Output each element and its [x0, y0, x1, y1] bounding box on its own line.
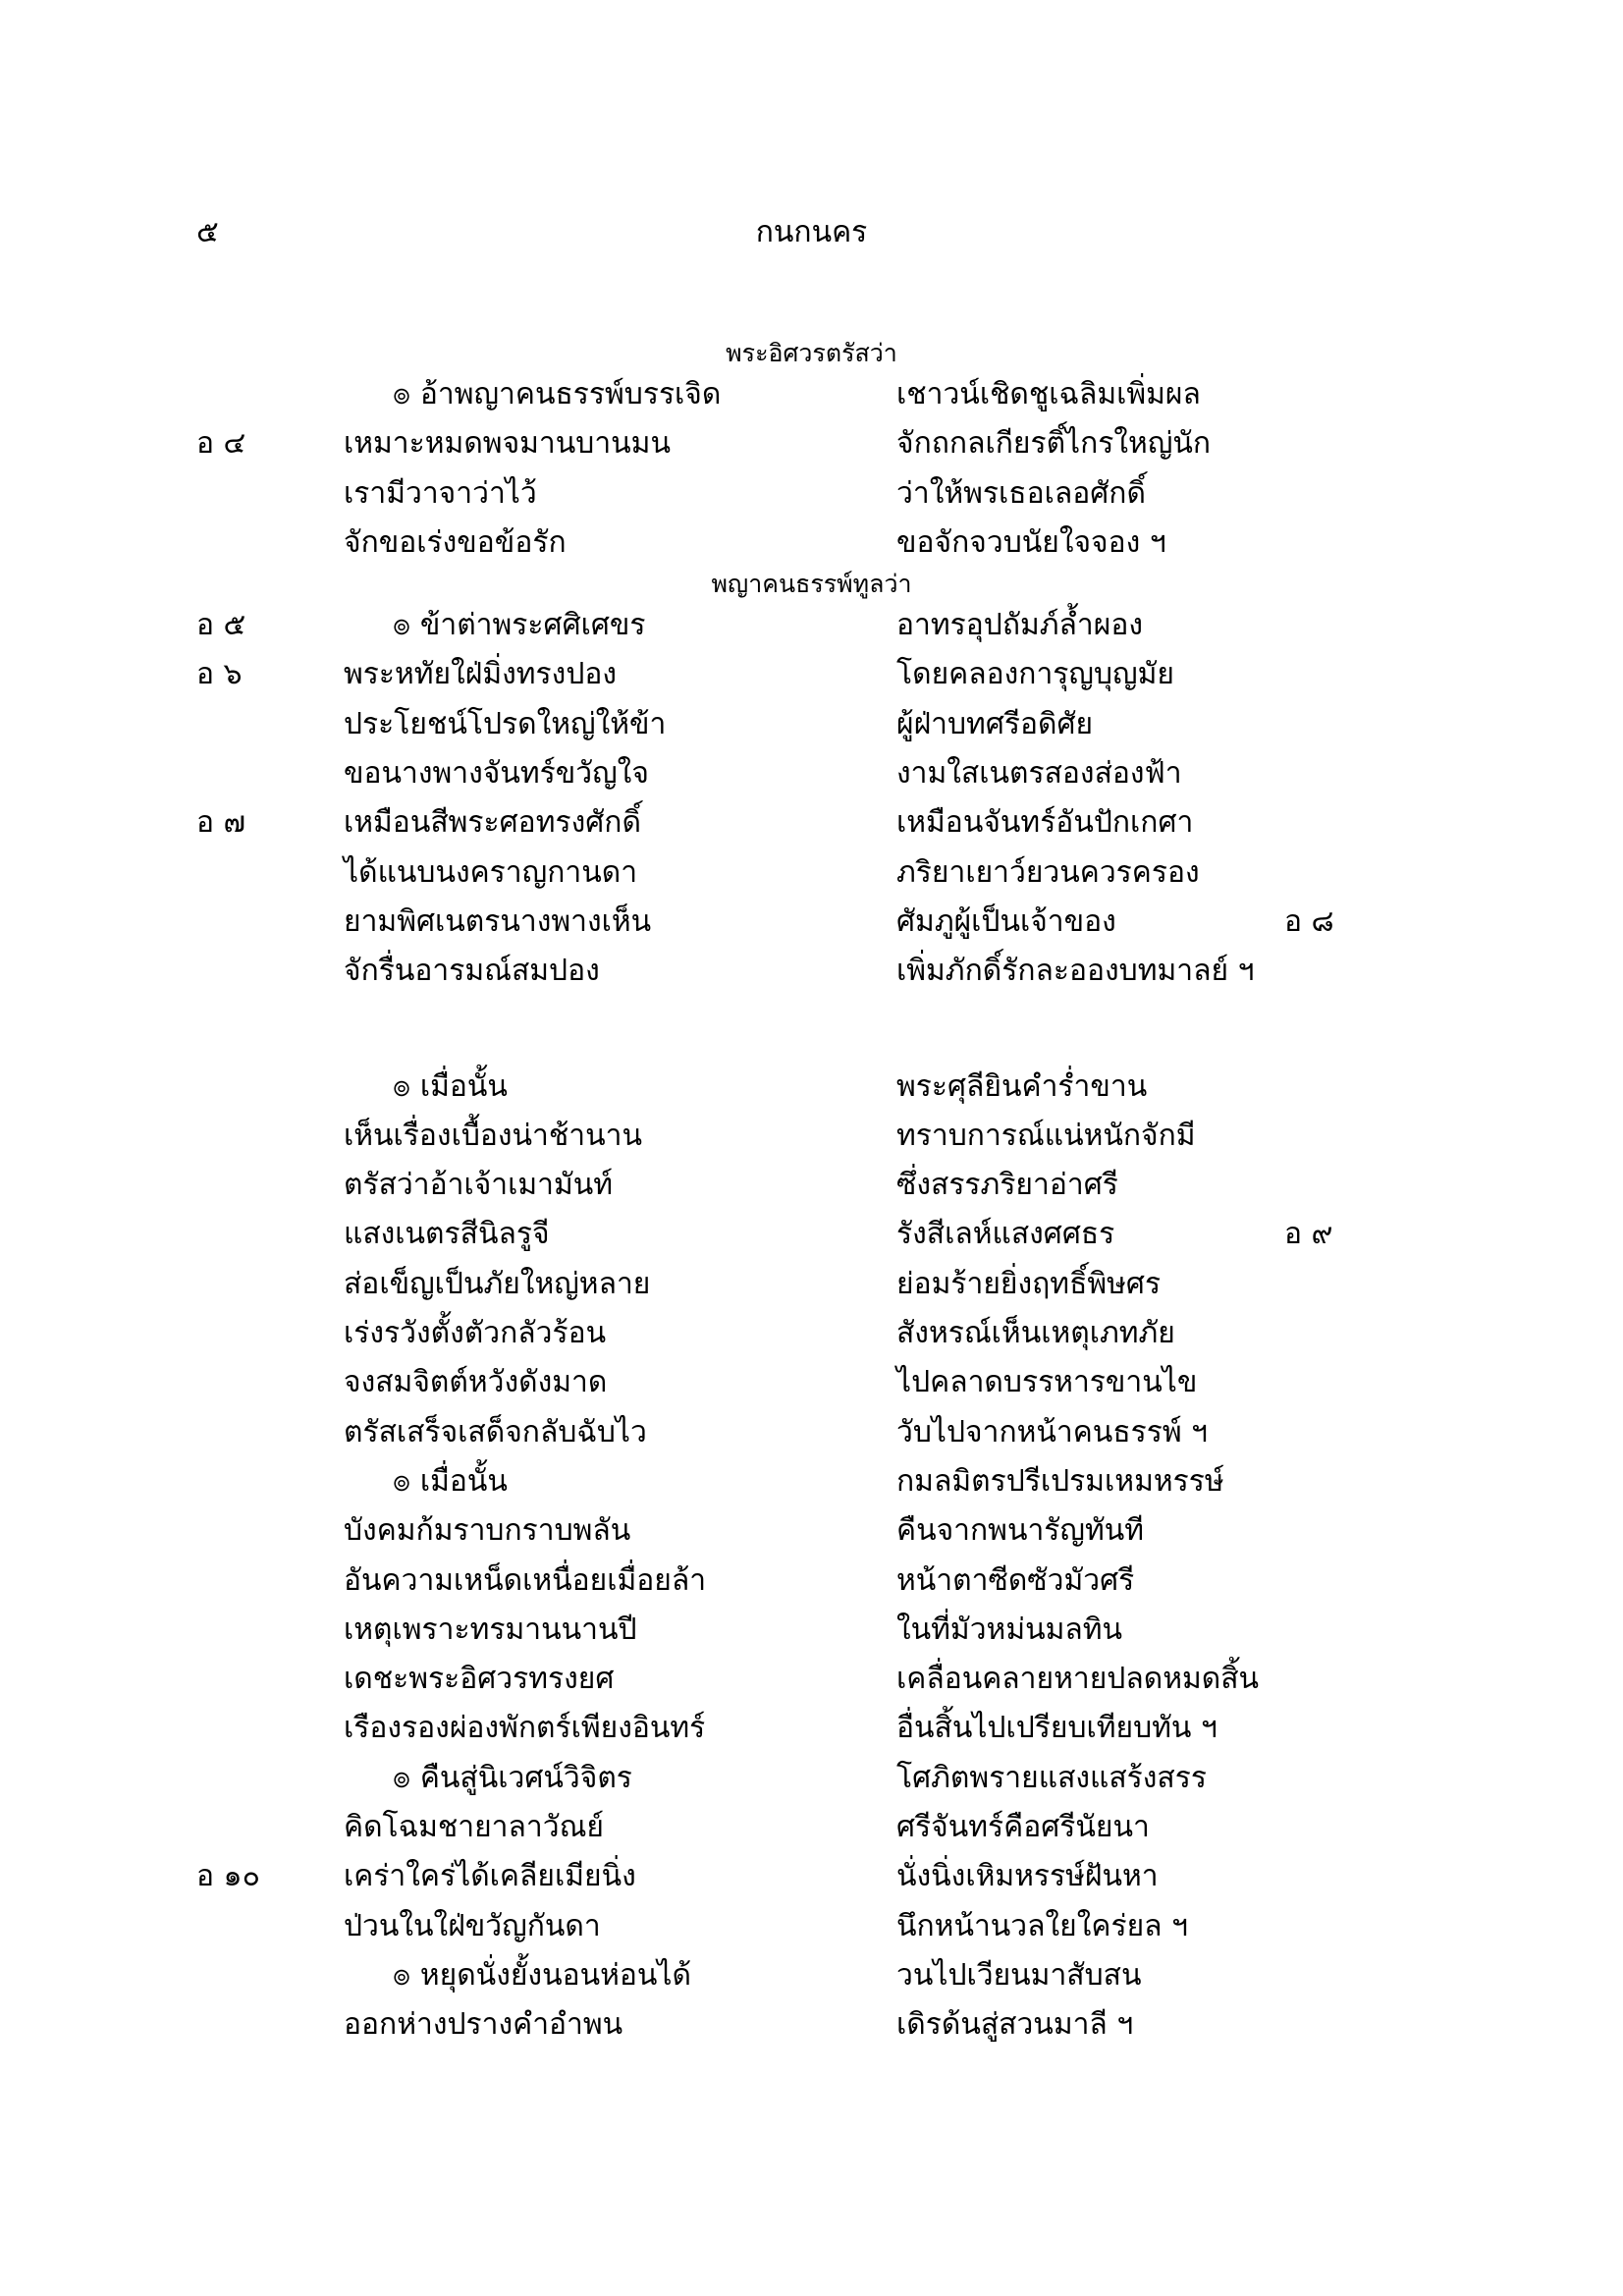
verse-line: [0, 1847, 1623, 1896]
margin-note: อ ๘: [1284, 903, 1334, 939]
first-hemistich: ประโยชน์โปรดใหญ่ให้ข้า: [344, 706, 667, 741]
verse-line: [0, 1058, 1623, 1107]
second-hemistich: ศัมภูผู้เป็นเจ้าของ: [896, 903, 1116, 939]
verse-line: [0, 1205, 1623, 1254]
second-hemistich: นึกหน้านวลใยใคร่ยล ฯ: [896, 1908, 1188, 1943]
first-hemistich: เรืองรองผ่องพักตร์เพียงอินทร์: [344, 1711, 706, 1746]
verse-line: [0, 1897, 1623, 1946]
first-hemistich: ๏ เมื่อนั้น: [393, 1463, 508, 1499]
first-hemistich: บังคมก้มราบกราบพลัน: [344, 1513, 631, 1549]
verse-line: [0, 414, 1623, 464]
second-hemistich: โศภิตพรายแสงแสร้งสรร: [896, 1760, 1207, 1795]
first-hemistich: แสงเนตรสีนิลรูจี: [344, 1217, 550, 1252]
speaker-heading: [0, 563, 1623, 599]
verse-line: [0, 844, 1623, 893]
first-hemistich: อันความเหน็ดเหนื่อยเมื่อยล้า: [344, 1562, 707, 1598]
second-hemistich: จักถกลเกียรติ์ไกรใหญ่นัก: [896, 426, 1212, 462]
second-hemistich: ไปคลาดบรรหารขานไข: [896, 1365, 1198, 1400]
verse-line: [0, 596, 1623, 645]
verse-line: [0, 1107, 1623, 1156]
verse-line: [0, 514, 1623, 563]
second-hemistich: เดิรด้นสู่สวนมาลี ฯ: [896, 2007, 1134, 2043]
first-hemistich: ๏ หยุดนั่งยั้งนอนห่อนได้: [393, 1957, 691, 1993]
page-header: [0, 209, 1623, 248]
first-hemistich: ยามพิศเนตรนางพางเห็น: [344, 903, 652, 939]
second-hemistich: นั่งนิ่งเหิมหรรษ์ฝันหา: [896, 1859, 1159, 1894]
first-hemistich: คิดโฉมชายาลาวัณย์: [344, 1810, 604, 1845]
verse-line: [0, 645, 1623, 694]
first-hemistich: เห็นเรื่องเบื้องน่าช้านาน: [344, 1118, 642, 1153]
verse-line: [0, 1552, 1623, 1601]
second-hemistich: พระศุลียินคำร่ำขาน: [896, 1068, 1148, 1104]
first-hemistich: เหมือนสีพระศอทรงศักดิ์: [344, 805, 641, 841]
verse-line: [0, 893, 1623, 942]
first-hemistich: พระหทัยใฝ่มิ่งทรงปอง: [344, 657, 618, 692]
first-hemistich: เหตุเพราะทรมานนานปี: [344, 1612, 637, 1647]
verse-line: [0, 365, 1623, 414]
margin-note: อ ๔: [196, 426, 246, 462]
verse-line: [0, 1255, 1623, 1304]
speaker-heading: [0, 332, 1623, 365]
second-hemistich: หน้าตาซีดซัวมัวศรี: [896, 1562, 1135, 1598]
margin-note: อ ๖: [196, 657, 243, 692]
second-hemistich: ซึ่งสรรภริยาอ่าศรี: [896, 1168, 1118, 1203]
second-hemistich: เชาวน์เชิดชูเฉลิมเพิ่มผล: [896, 377, 1201, 411]
page-number: ๕: [196, 215, 219, 249]
second-hemistich: ขอจักจวบนัยใจจอง ฯ: [896, 524, 1166, 560]
verse-line: [0, 465, 1623, 514]
second-hemistich: คืนจากพนารัญทันที: [896, 1513, 1145, 1549]
first-hemistich: ตรัสเสร็จเสด็จกลับฉับไว: [344, 1414, 647, 1449]
verse-line: [0, 1156, 1623, 1205]
second-hemistich: โดยคลองการุญบุญมัย: [896, 657, 1174, 692]
speaker-name: พญาคนธรรพ์ทูลว่า: [711, 570, 912, 599]
second-hemistich: วนไปเวียนมาสับสน: [896, 1957, 1142, 1993]
first-hemistich: ตรัสว่าอ้าเจ้าเมามันท์: [344, 1168, 614, 1203]
second-hemistich: ภริยาเยาว์ยวนควรครอง: [896, 854, 1200, 890]
verse-line: [0, 1946, 1623, 1995]
first-hemistich: ป่วนในใฝ่ขวัญกันดา: [344, 1908, 601, 1943]
first-hemistich: ๏ อ้าพญาคนธรรพ์บรรเจิด: [393, 377, 722, 411]
verse-line: [0, 942, 1623, 991]
second-hemistich: เหมือนจันทร์อันปักเกศา: [896, 805, 1194, 841]
first-hemistich: เหมาะหมดพจมานบานมน: [344, 426, 671, 462]
verse-line: [0, 793, 1623, 843]
first-hemistich: จงสมจิตต์หวังดังมาด: [344, 1365, 608, 1400]
first-hemistich: ๏ เมื่อนั้น: [393, 1068, 508, 1104]
first-hemistich: จักขอเร่งขอข้อรัก: [344, 524, 567, 560]
first-hemistich: ขอนางพางจันทร์ขวัญใจ: [344, 756, 649, 792]
verse-line: [0, 744, 1623, 793]
first-hemistich: เรามีวาจาว่าไว้: [344, 475, 537, 511]
second-hemistich: อื่นสิ้นไปเปรียบเทียบทัน ฯ: [896, 1711, 1217, 1746]
first-hemistich: เคร่าใคร่ได้เคลียเมียนิ่ง: [344, 1859, 636, 1894]
second-hemistich: อาทรอุปถัมภ์ล้ำผอง: [896, 608, 1144, 643]
verse-line: [0, 1601, 1623, 1650]
second-hemistich: วับไปจากหน้าคนธรรพ์ ฯ: [896, 1414, 1209, 1449]
verse-line: [0, 1502, 1623, 1551]
first-hemistich: ออกห่างปรางคำอำพน: [344, 2007, 623, 2043]
verse-line: [0, 1304, 1623, 1353]
margin-note: อ ๑๐: [196, 1859, 260, 1894]
verse-line: [0, 1798, 1623, 1847]
verse-line: [0, 1353, 1623, 1402]
poem-body: [0, 332, 1623, 2046]
first-hemistich: จักรื่นอารมณ์สมปอง: [344, 954, 600, 989]
first-hemistich: ส่อเข็ญเป็นภัยใหญ่หลาย: [344, 1266, 651, 1301]
running-title: กนกนคร: [755, 215, 868, 249]
margin-note: อ ๙: [1284, 1217, 1333, 1252]
first-hemistich: เดชะพระอิศวรทรงยศ: [344, 1662, 615, 1697]
second-hemistich: ย่อมร้ายยิ่งฤทธิ์พิษศร: [896, 1266, 1162, 1301]
second-hemistich: สังหรณ์เห็นเหตุเภทภัย: [896, 1316, 1175, 1351]
margin-note: อ ๕: [196, 608, 246, 643]
second-hemistich: รังสีเลห์แสงศศธร: [896, 1217, 1115, 1252]
second-hemistich: ศรีจันทร์คือศรีนัยนา: [896, 1810, 1150, 1845]
second-hemistich: ทราบการณ์แน่หนักจักมี: [896, 1118, 1196, 1153]
second-hemistich: เคลื่อนคลายหายปลดหมดสิ้น: [896, 1662, 1260, 1697]
speaker-name: พระอิศวรตรัสว่า: [726, 339, 897, 367]
second-hemistich: ว่าให้พรเธอเลอศักดิ์: [896, 475, 1146, 511]
verse-line: [0, 1995, 1623, 2045]
margin-note: อ ๗: [196, 805, 246, 841]
verse-line: [0, 695, 1623, 744]
stanza-gap: [0, 992, 1623, 1058]
second-hemistich: กมลมิตรปรีเปรมเหมหรรษ์: [896, 1463, 1224, 1499]
second-hemistich: ในที่มัวหม่นมลทิน: [896, 1612, 1123, 1647]
verse-line: [0, 1699, 1623, 1748]
second-hemistich: เพิ่มภักดิ์รักละอองบทมาลย์ ฯ: [896, 954, 1255, 989]
first-hemistich: ได้แนบนงคราญกานดา: [344, 854, 638, 890]
first-hemistich: ๏ คืนสู่นิเวศน์วิจิตร: [393, 1760, 632, 1795]
first-hemistich: ๏ ข้าต่าพระศศิเศขร: [393, 608, 646, 643]
verse-line: [0, 1452, 1623, 1502]
second-hemistich: งามใสเนตรสองส่องฟ้า: [896, 756, 1182, 792]
first-hemistich: เร่งรวังตั้งตัวกลัวร้อน: [344, 1316, 607, 1351]
verse-line: [0, 1650, 1623, 1699]
second-hemistich: ผู้ฝ่าบทศรีอดิศัย: [896, 706, 1094, 741]
verse-line: [0, 1403, 1623, 1452]
verse-line: [0, 1749, 1623, 1798]
